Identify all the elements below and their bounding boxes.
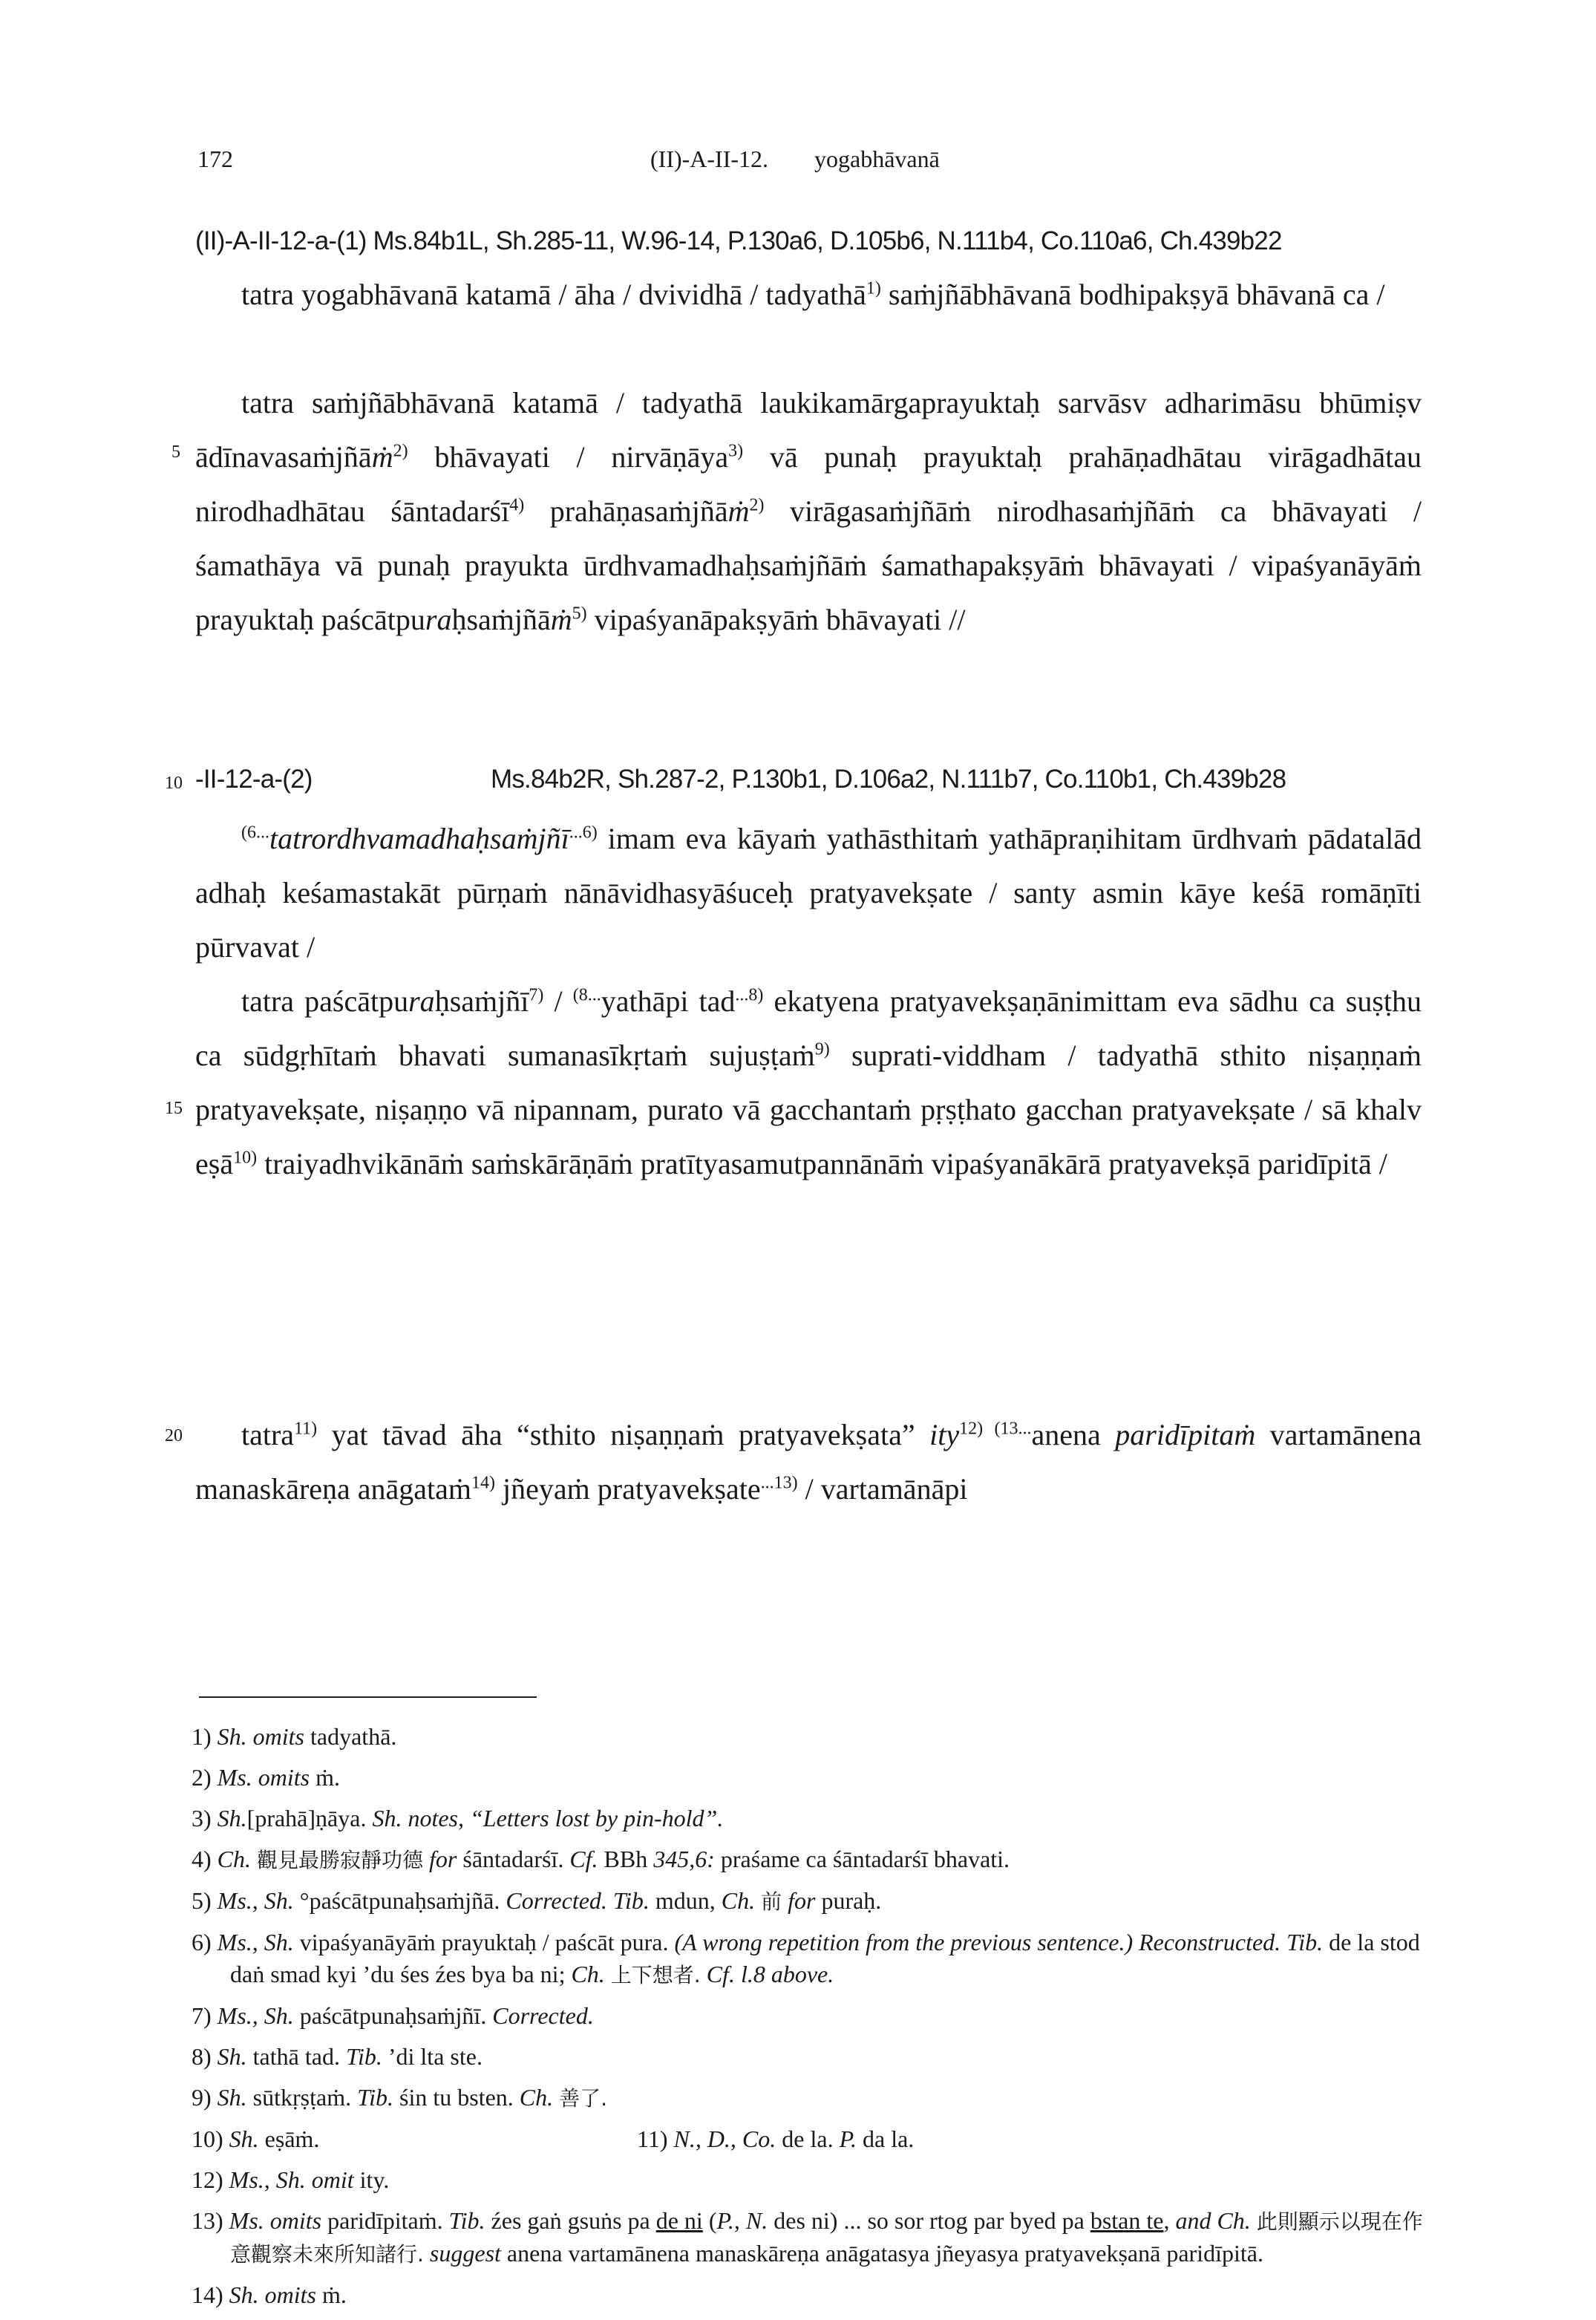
footnote-ref: (8... xyxy=(572,985,601,1005)
fn-cf: Cf. l.8 above. xyxy=(706,1961,834,1987)
footnote-1 xyxy=(192,1721,1424,1753)
fn-number: 11) xyxy=(637,2125,668,2152)
fn-chinese: 善了. xyxy=(559,2086,608,2111)
line-number-5: 5 xyxy=(171,442,180,462)
fn-text: paridīpitaṁ. xyxy=(321,2207,449,2234)
fn-number: 14) xyxy=(192,2281,223,2308)
fn-number: 7) xyxy=(192,2002,212,2029)
fn-number: 9) xyxy=(192,2084,212,2111)
line-number-20: 20 xyxy=(165,1426,183,1445)
section-label: (II)-A-II-12. xyxy=(650,146,769,172)
footnote-ref: 11) xyxy=(294,1419,318,1439)
fn-note: (A wrong repetition from the previous sentence.) Reconstructed. xyxy=(674,1929,1281,1955)
fn-text: eṣāṁ. xyxy=(258,2125,320,2152)
footnote-ref: ...13) xyxy=(760,1473,798,1493)
fn-text: tadyathā. xyxy=(304,1723,397,1750)
p5-text-d: vartamānena manaskāreṇa anāgataṁ xyxy=(195,1418,1422,1506)
fn-text: śāntadarśī. xyxy=(457,1846,570,1872)
fn-verb: omit xyxy=(311,2166,354,2193)
p5-text-e: jñeyaṁ pratyavekṣate xyxy=(495,1472,761,1506)
p2-text-b: bhāvayati / nirvāṇāya xyxy=(408,440,729,474)
fn-tib: Tib. xyxy=(345,2043,382,2070)
footnote-ref: 10) xyxy=(233,1148,258,1168)
p2-text-d: nirodhadhātau śāntadarśī xyxy=(195,494,510,528)
fn-source: Ch. xyxy=(217,1846,251,1872)
fn-text: [prahā]ṇāya. xyxy=(246,1805,373,1832)
p4-text-e: ekatyena pratyavekṣaṇānimittam eva sādhu ca suṣṭhu ca sūdgṛhītaṁ bhavati sumanasīkṛtaṁ sujuṣṭaṁ xyxy=(195,984,1422,1072)
fn-text: des ni) ... so sor rtog par byed pa xyxy=(768,2207,1090,2234)
footnote-3 xyxy=(192,1803,1424,1834)
p2-emended: ṁ xyxy=(727,494,750,528)
footnote-ref: 7) xyxy=(529,985,544,1005)
p4-text-f: suprati-viddham / tadyathā sthito niṣaṇṇaṁ pratyavekṣate, niṣaṇṇo vā nipannam, purato vā gacchantaṁ pṛṣṭhato gacchan pratyavekṣate / sā khalv eṣā xyxy=(195,1039,1422,1180)
fn-source: Sh. xyxy=(217,1805,247,1832)
footnote-ref: (6... xyxy=(241,823,269,843)
fn-ch: Ch. xyxy=(721,1887,756,1914)
running-title xyxy=(650,146,986,173)
p2-text-c: vā punaḥ prayuktaḥ prahāṇadhātau virāgadhātau xyxy=(743,440,1422,474)
footnote-ref: 14) xyxy=(471,1473,496,1493)
p3-reconstructed: tatrordhvamadhaḥsaṁjñī xyxy=(269,822,569,855)
fn-source: Ms., Sh. xyxy=(217,1929,294,1955)
fn-text: da la. xyxy=(856,2125,915,2152)
fn-source: Ms. xyxy=(217,1764,252,1791)
p4-text-a: tatra paścātpu xyxy=(241,984,409,1018)
p2-text-f: virāgasaṁjñāṁ nirodhasaṁjñāṁ ca bhāvayati / śamathāya vā punaḥ prayukta ūrdhvamadhaḥsaṁjñāṁ śamathapakṣyāṁ bhāvayati / vipaśyanāyāṁ prayuktaḥ paścātpu xyxy=(195,494,1422,636)
fn-text: paścātpunaḥsaṁjñī. xyxy=(293,2002,493,2029)
fn-text: ( xyxy=(702,2207,717,2234)
fn-text: praśame ca śāntadarśī bhavati. xyxy=(714,1846,1010,1872)
fn-text: mdun, xyxy=(649,1887,722,1914)
p1-text: tatra yogabhāvanā katamā / āha / dvividhā / tadyathā xyxy=(241,278,866,311)
fn-source: P., N. xyxy=(716,2207,768,2234)
footnote-12 xyxy=(192,2164,1424,2196)
footnote-ref: 3) xyxy=(728,441,744,461)
p4-emended: ra xyxy=(408,984,435,1018)
fn-underlined: bstan te xyxy=(1090,2207,1164,2234)
footnote-ref: 9) xyxy=(814,1039,830,1059)
p4-text-g: traiyadhvikānāṁ saṁskārāṇāṁ pratītyasamutpannānāṁ vipaśyanākārā pratyavekṣā paridīpitā / xyxy=(257,1147,1387,1180)
p5-text-f: / vartamānāpi xyxy=(797,1472,968,1506)
fn-note: Sh. notes, “Letters lost by pin-hold”. xyxy=(372,1805,724,1832)
fn-corrected: Corrected. xyxy=(506,1887,607,1914)
p5-emended: paridīpitaṁ xyxy=(1115,1418,1256,1451)
p2-emended: ra xyxy=(425,603,452,636)
fn-text: śin tu bsten. xyxy=(393,2084,520,2111)
fn-text: ’di lta ste. xyxy=(382,2043,483,2070)
fn-number: 4) xyxy=(192,1846,212,1872)
fn-chinese: 上下想者. xyxy=(610,1963,701,1987)
fn-tib: Tib. xyxy=(612,1887,650,1914)
footnote-ref: 12) xyxy=(959,1419,984,1439)
fn-text: tathā tad. xyxy=(246,2043,346,2070)
p4-text-c: / xyxy=(543,984,573,1018)
footnotes xyxy=(192,1721,1424,2320)
fn-source: Sh. xyxy=(217,2084,247,2111)
fn-text: ity. xyxy=(353,2166,390,2193)
p2-text-h: vipaśyanāpakṣyāṁ bhāvayati // xyxy=(586,603,966,636)
paragraph-2 xyxy=(195,376,1422,647)
fn-source: Ms., Sh. xyxy=(229,2166,306,2193)
footnote-ref: 2) xyxy=(749,495,765,515)
footnote-7 xyxy=(192,2000,1424,2032)
fn-text: , xyxy=(1163,2207,1176,2234)
fn-source: Ms., Sh. xyxy=(217,1887,294,1914)
fn-ch: and Ch. xyxy=(1175,2207,1251,2234)
fn-source: P. xyxy=(839,2125,857,2152)
fn-source: Ms. xyxy=(229,2207,264,2234)
p1-text-b: saṁjñābhāvanā bodhipakṣyā bhāvanā ca / xyxy=(880,278,1385,311)
fn-text: BBh xyxy=(598,1846,654,1872)
fn-source: Sh. xyxy=(217,2043,247,2070)
footnote-10-11 xyxy=(192,2123,1424,2155)
fn-number: 13) xyxy=(192,2207,223,2234)
p5-text-c: anena xyxy=(1031,1418,1116,1451)
p2-emended: ṁ xyxy=(371,440,393,474)
paragraph-3 xyxy=(195,811,1422,974)
paragraph-1 xyxy=(195,267,1422,321)
line-number-15: 15 xyxy=(165,1099,183,1118)
p5-emended: ity xyxy=(929,1418,960,1451)
fn-tib: Tib. xyxy=(1286,1929,1324,1955)
footnote-ref: ...8) xyxy=(735,985,764,1005)
footnote-ref: 5) xyxy=(572,604,587,624)
p4-text-d: yathāpi tad xyxy=(601,984,736,1018)
fn-number: 5) xyxy=(192,1887,212,1914)
fn-ref: 345,6: xyxy=(653,1846,715,1872)
footnote-rule xyxy=(199,1696,537,1698)
p5-text-b: yat tāvad āha “sthito niṣaṇṇaṁ pratyavekṣata” xyxy=(317,1418,930,1451)
fn-number: 3) xyxy=(192,1805,212,1832)
fn-source: N., D., Co. xyxy=(673,2125,776,2152)
footnote-ref: (13... xyxy=(983,1419,1032,1439)
line-number-10: 10 xyxy=(165,774,183,793)
p3-text: imam eva kāyaṁ yathāsthitaṁ yathāpraṇihitam ūrdhvaṁ pādatalād adhaḥ keśamastakāt pūrṇaṁ nānāvidhasyāśuceḥ pratyavekṣate / santy asmin kāye keśā romāṇīti pūrvavat / xyxy=(195,822,1422,964)
fn-chinese: 此則顯示以現在作意觀察未來所知諸行. xyxy=(230,2209,1423,2267)
fn-source: Sh. xyxy=(229,2125,259,2152)
fn-text: źes gaṅ gsuṅs pa xyxy=(485,2207,656,2234)
fn-text: ṁ. xyxy=(316,2281,347,2308)
footnote-ref: 2) xyxy=(393,441,408,461)
fn-cf: Cf. xyxy=(569,1846,598,1872)
fn-suggest: suggest xyxy=(429,2240,501,2267)
fn-text: de la. xyxy=(776,2125,840,2152)
fn-text: vipaśyanāyāṁ prayuktaḥ / paścāt pura. xyxy=(293,1929,675,1955)
footnote-ref: ...6) xyxy=(569,823,598,843)
fn-number: 2) xyxy=(192,1764,212,1791)
section-id-2 xyxy=(195,765,1286,794)
fn-text: °paścātpunaḥsaṁjñā. xyxy=(293,1887,506,1914)
fn-source: Sh. xyxy=(217,1723,247,1750)
fn-verb: omits xyxy=(269,2207,322,2234)
fn-number: 1) xyxy=(192,1723,212,1750)
footnote-13 xyxy=(192,2205,1424,2270)
footnote-ref: 1) xyxy=(866,278,881,298)
fn-underlined: de ni xyxy=(655,2207,703,2234)
footnote-14 xyxy=(192,2279,1424,2311)
paragraph-5 xyxy=(195,1408,1422,1516)
fn-text: anena vartamānena manaskāreṇa anāgatasya jñeyasya pratyavekṣanā paridīpitā. xyxy=(500,2240,1263,2267)
p2-text-e: prahāṇasaṁjñā xyxy=(524,494,728,528)
fn-source: Ms., Sh. xyxy=(217,2002,294,2029)
section-id-1: (II)-A-II-12-a-(1) Ms.84b1L, Sh.285-11, W.96-14, P.130a6, D.105b6, N.111b4, Co.110a6, Ch.439b22 xyxy=(195,226,1282,255)
fn-number: 6) xyxy=(192,1929,212,1955)
fn-tib: Tib. xyxy=(448,2207,485,2234)
footnote-4 xyxy=(192,1843,1424,1876)
fn-text: de la stod daṅ smad kyi ’du śes źes bya ba ni; xyxy=(230,1929,1420,1987)
footnote-11 xyxy=(637,2125,914,2152)
footnote-ref: 4) xyxy=(509,495,525,515)
fn-number: 8) xyxy=(192,2043,212,2070)
footnote-5 xyxy=(192,1885,1424,1918)
footnote-10 xyxy=(192,2123,637,2155)
fn-verb: omits xyxy=(264,2281,316,2308)
section-id-2-refs: Ms.84b2R, Sh.287-2, P.130b1, D.106a2, N.111b7, Co.110b1, Ch.439b28 xyxy=(491,765,1286,794)
chapter-title: yogabhāvanā xyxy=(814,146,940,172)
fn-number: 10) xyxy=(192,2125,223,2152)
fn-verb: omits xyxy=(258,1764,310,1791)
fn-ch: Ch. xyxy=(571,1961,605,1987)
footnote-8 xyxy=(192,2041,1424,2073)
page-number: 172 xyxy=(197,146,233,172)
fn-text: sūtkṛṣṭaṁ. xyxy=(246,2084,358,2111)
p2-emended: ṁ xyxy=(550,603,572,636)
fn-text: ṁ. xyxy=(310,1764,340,1791)
fn-source: Sh. xyxy=(229,2281,259,2308)
fn-tib: Tib. xyxy=(357,2084,394,2111)
footnote-9 xyxy=(192,2082,1424,2114)
fn-corrected: Corrected. xyxy=(492,2002,594,2029)
fn-chinese: 觀見最勝寂靜功德 xyxy=(257,1848,424,1872)
fn-for: for xyxy=(429,1846,457,1872)
p2-text-a: tatra saṁjñābhāvanā katamā / tadyathā laukikamārgaprayuktaḥ sarvāsv adharimāsu bhūmiṣv ādīnavasaṁjñā xyxy=(195,386,1422,474)
fn-verb: omits xyxy=(252,1723,304,1750)
footnote-6 xyxy=(192,1927,1424,1991)
fn-chinese: 前 xyxy=(761,1889,782,1914)
section-id-2-label: -II-12-a-(2) xyxy=(195,765,313,794)
p5-text-a: tatra xyxy=(241,1418,295,1451)
fn-text: puraḥ. xyxy=(815,1887,882,1914)
paragraph-4 xyxy=(195,974,1422,1191)
p2-text-g: ḥsaṁjñā xyxy=(451,603,551,636)
fn-for: for xyxy=(788,1887,816,1914)
fn-number: 12) xyxy=(192,2166,223,2193)
footnote-2 xyxy=(192,1762,1424,1794)
p4-text-b: ḥsaṁjñī xyxy=(434,984,529,1018)
fn-ch: Ch. xyxy=(519,2084,554,2111)
